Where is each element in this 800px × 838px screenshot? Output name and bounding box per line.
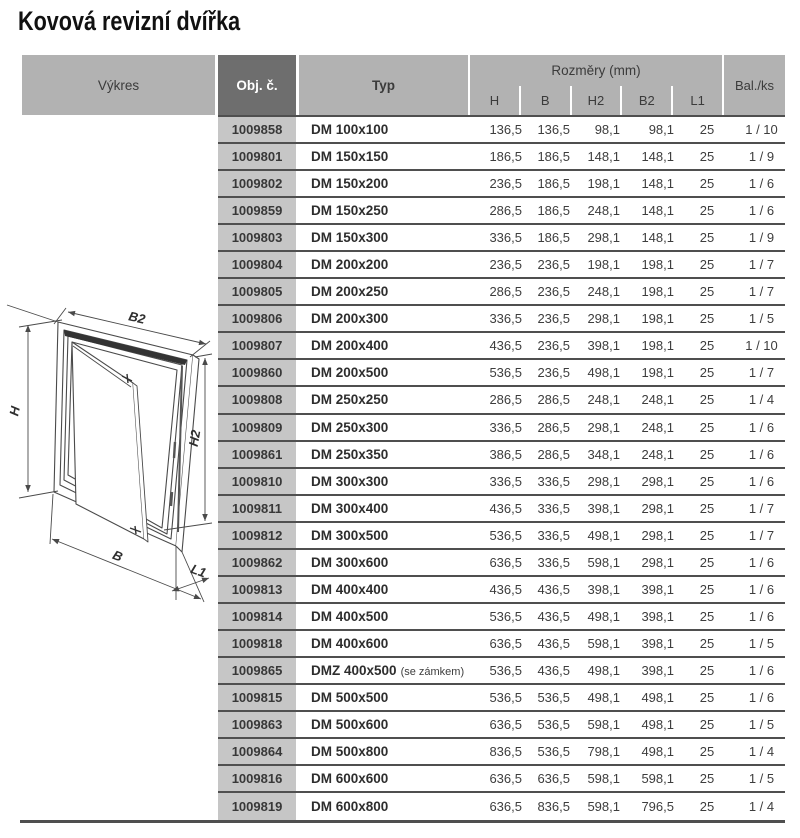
dim-l1-cell: 25	[699, 365, 715, 381]
dim-b-cell: 336,5	[537, 527, 570, 543]
packaging-cell: 1 / 6	[748, 473, 775, 489]
dim-h2-cell: 598,1	[587, 554, 620, 570]
dim-b2-cell: 248,1	[641, 392, 674, 408]
dim-l1-cell: 25	[699, 717, 715, 733]
dim-b-cell: 536,5	[537, 690, 570, 705]
order-number-cell: 1009802	[218, 171, 296, 196]
page-title: Kovová revizní dvířka	[18, 6, 241, 36]
type-cell	[299, 799, 470, 814]
type-name: DM 500x500	[311, 690, 389, 705]
type-cell	[299, 365, 470, 380]
type-cell	[299, 230, 470, 245]
type-cell	[299, 717, 470, 732]
dim-b2-cell: 298,1	[641, 527, 674, 543]
dim-h-cell: 436,5	[489, 338, 522, 354]
dim-h2-cell: 298,1	[587, 473, 620, 489]
type-name: DM 500x800	[311, 744, 389, 760]
type-cell	[299, 663, 470, 678]
dim-h-cell: 336,5	[489, 230, 522, 246]
dim-h-cell: 636,5	[489, 799, 522, 815]
dim-h-cell: 536,5	[489, 662, 522, 678]
dim-b2-cell: 398,1	[641, 608, 674, 624]
dim-h2-cell: 598,1	[587, 799, 620, 815]
dim-b2-cell: 198,1	[641, 257, 674, 273]
table-row	[218, 442, 785, 469]
order-number-cell: 1009811	[218, 496, 296, 521]
order-number-cell: 1009815	[218, 685, 296, 710]
table-bottom-rule	[20, 820, 785, 823]
table-row	[218, 387, 785, 414]
table-row	[218, 225, 785, 252]
dim-b2-cell: 398,1	[641, 662, 674, 678]
packaging-cell: 1 / 7	[748, 527, 775, 543]
table-row	[218, 415, 785, 442]
type-name: DM 200x300	[311, 311, 389, 327]
dim-h2-cell: 248,1	[587, 203, 620, 219]
type-name: DM 300x400	[311, 500, 389, 516]
door-frame-drawing	[7, 305, 199, 600]
dim-l1-cell: 25	[699, 581, 715, 597]
dim-h2-cell: 798,1	[587, 744, 620, 760]
type-cell	[299, 176, 470, 191]
order-number-cell: 1009809	[218, 415, 296, 440]
type-name: DM 200x250	[311, 284, 389, 300]
dim-l1-cell: 25	[699, 203, 715, 219]
packaging-cell: 1 / 4	[748, 799, 775, 815]
header-dimensions-group	[470, 55, 722, 115]
dim-b-cell: 236,5	[537, 257, 570, 273]
type-name: DM 300x600	[311, 554, 389, 570]
dim-b2-cell: 148,1	[641, 149, 674, 165]
order-number-cell: 1009858	[218, 117, 296, 142]
table-row	[218, 144, 785, 171]
dim-l1-cell: 25	[699, 608, 715, 624]
type-name: DM 600x600	[311, 771, 389, 787]
table-row	[218, 739, 785, 766]
dim-label-b2: B2	[127, 308, 147, 327]
dim-b2-cell: 148,1	[641, 176, 674, 192]
dim-b-cell: 186,5	[537, 176, 570, 192]
table-row	[218, 685, 785, 712]
type-name: DM 200x200	[311, 257, 389, 273]
dim-b2-cell: 298,1	[641, 554, 674, 570]
packaging-cell: 1 / 5	[748, 311, 775, 327]
type-cell	[299, 257, 470, 272]
type-cell	[299, 501, 470, 516]
dim-b-cell: 336,5	[537, 500, 570, 516]
type-cell	[299, 420, 470, 435]
dim-h2-cell: 148,1	[587, 149, 620, 165]
type-cell	[299, 474, 470, 489]
dim-h-cell: 186,5	[489, 149, 522, 165]
table-row	[218, 469, 785, 496]
dim-b2-cell: 148,1	[641, 203, 674, 219]
packaging-cell: 1 / 7	[748, 500, 775, 516]
dim-h-cell: 336,5	[489, 473, 522, 489]
order-number-cell: 1009816	[218, 766, 296, 791]
type-note: (se zámkem)	[400, 665, 465, 678]
dim-h2-cell: 298,1	[587, 230, 620, 246]
dim-b-cell: 186,5	[537, 230, 570, 246]
header-dim-h2: H2	[570, 86, 621, 115]
table-row	[218, 117, 785, 144]
type-name: DM 400x600	[311, 635, 389, 651]
type-cell	[299, 203, 470, 218]
packaging-cell: 1 / 4	[748, 392, 775, 408]
dim-h2-cell: 398,1	[587, 338, 620, 354]
order-number-cell: 1009807	[218, 333, 296, 358]
dim-h-cell: 336,5	[489, 419, 522, 435]
type-name: DM 200x500	[311, 365, 389, 381]
order-number-cell: 1009819	[218, 793, 296, 820]
order-number-cell: 1009812	[218, 523, 296, 548]
dim-l1-cell: 25	[699, 230, 715, 246]
header-type: Typ	[299, 55, 468, 115]
dim-h2-cell: 298,1	[587, 419, 620, 435]
type-name: DM 250x350	[311, 446, 389, 462]
table-row	[218, 631, 785, 658]
product-table-body	[218, 115, 785, 820]
dim-b-cell: 436,5	[537, 662, 570, 678]
dim-l1-cell: 25	[699, 635, 715, 651]
packaging-cell: 1 / 6	[748, 419, 775, 435]
table-row	[218, 333, 785, 360]
type-name: DM 500x600	[311, 717, 389, 733]
packaging-cell: 1 / 5	[748, 635, 775, 651]
dim-h-cell: 536,5	[489, 690, 522, 705]
dim-b-cell: 286,5	[537, 419, 570, 435]
type-cell	[299, 311, 470, 326]
dim-b2-cell: 298,1	[641, 473, 674, 489]
type-cell	[299, 690, 470, 705]
packaging-cell: 1 / 6	[748, 446, 775, 462]
type-cell	[299, 636, 470, 651]
dim-l1-cell: 25	[699, 500, 715, 516]
dim-l1-cell: 25	[699, 149, 715, 165]
dim-h-cell: 336,5	[489, 311, 522, 327]
dim-h-cell: 636,5	[489, 554, 522, 570]
dim-b-cell: 286,5	[537, 446, 570, 462]
packaging-cell: 1 / 7	[748, 257, 775, 273]
header-drawing-column: Výkres	[22, 55, 215, 115]
dim-l1-cell: 25	[699, 419, 715, 435]
dim-b-cell: 186,5	[537, 203, 570, 219]
dim-h2-cell: 498,1	[587, 527, 620, 543]
table-row	[218, 496, 785, 523]
packaging-cell: 1 / 6	[748, 176, 775, 192]
dim-h-cell: 286,5	[489, 203, 522, 219]
type-name: DM 250x300	[311, 419, 389, 435]
order-number-cell: 1009803	[218, 225, 296, 250]
order-number-cell: 1009810	[218, 469, 296, 494]
order-number-cell: 1009863	[218, 712, 296, 737]
type-name: DM 200x400	[311, 338, 389, 354]
type-cell	[299, 392, 470, 407]
dim-label-h2: H2	[185, 428, 204, 448]
dim-b-cell: 236,5	[537, 311, 570, 327]
dim-h2-cell: 598,1	[587, 771, 620, 787]
packaging-cell: 1 / 10	[745, 122, 778, 138]
dim-label-h: H	[6, 404, 23, 418]
dim-h2-cell: 498,1	[587, 365, 620, 381]
dim-b-cell: 236,5	[537, 365, 570, 381]
dim-h2-cell: 98,1	[594, 122, 620, 138]
type-cell	[299, 609, 470, 624]
order-number-cell: 1009861	[218, 442, 296, 467]
table-row	[218, 171, 785, 198]
order-number-cell: 1009805	[218, 279, 296, 304]
header-dim-h: H	[489, 93, 500, 108]
order-number-cell: 1009806	[218, 306, 296, 331]
order-number-cell: 1009814	[218, 604, 296, 629]
type-name: DM 250x250	[311, 392, 389, 408]
table-row	[218, 658, 785, 685]
type-name: DM 400x400	[311, 581, 389, 597]
dim-b-cell: 136,5	[537, 122, 570, 138]
dim-b-cell: 436,5	[537, 608, 570, 624]
table-row	[218, 306, 785, 333]
type-name: DMZ 400x500	[311, 662, 397, 678]
type-cell	[299, 744, 470, 759]
order-number-cell: 1009862	[218, 550, 296, 575]
dim-l1-cell: 25	[699, 338, 715, 354]
dim-l1-cell: 25	[699, 527, 715, 543]
packaging-cell: 1 / 6	[748, 203, 775, 219]
dim-h2-cell: 198,1	[587, 257, 620, 273]
packaging-cell: 1 / 6	[748, 608, 775, 624]
dim-h-cell: 836,5	[489, 744, 522, 760]
dim-b2-cell: 398,1	[641, 581, 674, 597]
packaging-cell: 1 / 6	[748, 662, 775, 678]
type-cell	[299, 582, 470, 597]
dim-h-cell: 636,5	[489, 717, 522, 733]
packaging-cell: 1 / 6	[748, 690, 775, 705]
dim-b-cell: 186,5	[537, 149, 570, 165]
dim-h2-cell: 348,1	[587, 446, 620, 462]
header-dim-l1: L1	[671, 86, 722, 115]
dim-h2-cell: 198,1	[587, 176, 620, 192]
dim-h2-cell: 598,1	[587, 635, 620, 651]
dim-h2-cell: 498,1	[587, 662, 620, 678]
header-dimension-subcolumns	[470, 86, 722, 115]
dim-h-cell: 536,5	[489, 365, 522, 381]
order-number-cell: 1009865	[218, 658, 296, 683]
dim-b2-cell: 298,1	[641, 500, 674, 516]
dim-b-cell: 536,5	[537, 717, 570, 733]
type-cell	[299, 771, 470, 786]
order-number-cell: 1009813	[218, 577, 296, 602]
table-row	[218, 279, 785, 306]
technical-drawing	[6, 282, 218, 612]
packaging-cell: 1 / 10	[745, 338, 778, 354]
type-cell	[299, 122, 470, 137]
dim-h-cell: 636,5	[489, 635, 522, 651]
table-row	[218, 604, 785, 631]
type-cell	[299, 447, 470, 462]
dim-l1-cell: 25	[699, 662, 715, 678]
table-row	[218, 198, 785, 225]
dim-l1-cell: 25	[699, 799, 715, 815]
order-number-cell: 1009801	[218, 144, 296, 169]
type-cell	[299, 338, 470, 353]
dim-h2-cell: 248,1	[587, 284, 620, 300]
dim-h2-cell: 248,1	[587, 392, 620, 408]
type-name: DM 100x100	[311, 122, 389, 138]
header-dim-b2: B2	[620, 86, 671, 115]
packaging-cell: 1 / 9	[748, 149, 775, 165]
table-row	[218, 577, 785, 604]
dim-b2-cell: 598,1	[641, 771, 674, 787]
dim-b2-cell: 198,1	[641, 338, 674, 354]
dim-l1-cell: 25	[699, 446, 715, 462]
dim-h-cell: 536,5	[489, 608, 522, 624]
dim-l1-cell: 25	[699, 473, 715, 489]
dim-b2-cell: 248,1	[641, 419, 674, 435]
dim-h2-cell: 598,1	[587, 717, 620, 733]
dim-label-l1: L1	[188, 561, 209, 581]
dim-b-cell: 236,5	[537, 338, 570, 354]
packaging-cell: 1 / 7	[748, 284, 775, 300]
type-name: DM 300x500	[311, 527, 389, 543]
order-number-cell: 1009864	[218, 739, 296, 764]
dim-b2-cell: 198,1	[641, 311, 674, 327]
dim-h-cell: 636,5	[489, 771, 522, 787]
type-cell	[299, 555, 470, 570]
dim-h-cell: 236,5	[489, 176, 522, 192]
packaging-cell: 1 / 5	[748, 771, 775, 787]
dim-label-b: B	[110, 547, 125, 565]
type-name: DM 150x300	[311, 230, 389, 246]
type-name: DM 600x800	[311, 799, 389, 815]
dim-l1-cell: 25	[699, 311, 715, 327]
dim-l1-cell: 25	[699, 122, 715, 138]
table-row	[218, 360, 785, 387]
table-row	[218, 793, 785, 820]
header-packaging: Bal./ks	[724, 55, 785, 115]
header-order-number: Obj. č.	[218, 55, 296, 115]
packaging-cell: 1 / 6	[748, 554, 775, 570]
dim-l1-cell: 25	[699, 392, 715, 408]
dim-h2-cell: 498,1	[587, 608, 620, 624]
dim-h2-cell: 398,1	[587, 500, 620, 516]
dim-b-cell: 436,5	[537, 635, 570, 651]
dim-l1-cell: 25	[699, 744, 715, 760]
packaging-cell: 1 / 9	[748, 230, 775, 246]
dim-h-cell: 136,5	[489, 122, 522, 138]
header-dim-b: B	[519, 86, 570, 115]
type-name: DM 400x500	[311, 608, 389, 624]
dim-b2-cell: 148,1	[641, 230, 674, 246]
type-name: DM 150x250	[311, 203, 389, 219]
dim-l1-cell: 25	[699, 771, 715, 787]
dim-l1-cell: 25	[699, 257, 715, 273]
table-row	[218, 252, 785, 279]
table-row	[218, 550, 785, 577]
order-number-cell: 1009808	[218, 387, 296, 412]
dim-h2-cell: 398,1	[587, 581, 620, 597]
dim-b2-cell: 198,1	[641, 365, 674, 381]
dim-b-cell: 286,5	[537, 392, 570, 408]
order-number-cell: 1009859	[218, 198, 296, 223]
dim-b2-cell: 796,5	[641, 799, 674, 815]
type-name: DM 300x300	[311, 473, 389, 489]
type-cell	[299, 284, 470, 299]
dim-b2-cell: 98,1	[648, 122, 674, 138]
packaging-cell: 1 / 5	[748, 717, 775, 733]
dim-b-cell: 636,5	[537, 771, 570, 787]
packaging-cell: 1 / 6	[748, 581, 775, 597]
packaging-cell: 1 / 7	[748, 365, 775, 381]
table-row	[218, 712, 785, 739]
header-dimensions-label: Rozměry (mm)	[551, 63, 641, 78]
dim-l1-cell: 25	[699, 690, 715, 705]
dim-h-cell: 286,5	[489, 284, 522, 300]
dim-b2-cell: 248,1	[641, 446, 674, 462]
dim-b-cell: 836,5	[537, 799, 570, 815]
order-number-cell: 1009860	[218, 360, 296, 385]
dim-l1-cell: 25	[699, 554, 715, 570]
dim-b-cell: 436,5	[537, 581, 570, 597]
dim-b2-cell: 198,1	[641, 284, 674, 300]
dim-h2-cell: 498,1	[587, 690, 620, 705]
dim-h-cell: 436,5	[489, 500, 522, 516]
dim-b-cell: 336,5	[537, 473, 570, 489]
table-row	[218, 766, 785, 793]
dim-b-cell: 236,5	[537, 284, 570, 300]
dim-h-cell: 386,5	[489, 446, 522, 462]
dim-l1-cell: 25	[699, 284, 715, 300]
dim-b2-cell: 498,1	[641, 744, 674, 760]
dim-h-cell: 286,5	[489, 392, 522, 408]
order-number-cell: 1009804	[218, 252, 296, 277]
type-cell	[299, 528, 470, 543]
dim-h2-cell: 298,1	[587, 311, 620, 327]
dim-b-cell: 536,5	[537, 744, 570, 760]
dim-h-cell: 536,5	[489, 527, 522, 543]
dim-h-cell: 236,5	[489, 257, 522, 273]
table-row	[218, 523, 785, 550]
packaging-cell: 1 / 4	[748, 744, 775, 760]
dim-b2-cell: 498,1	[641, 690, 674, 705]
dim-b2-cell: 498,1	[641, 717, 674, 733]
type-name: DM 150x200	[311, 176, 389, 192]
order-number-cell: 1009818	[218, 631, 296, 656]
dim-h-cell: 436,5	[489, 581, 522, 597]
dim-b2-cell: 398,1	[641, 635, 674, 651]
dim-b-cell: 336,5	[537, 554, 570, 570]
type-cell	[299, 149, 470, 164]
type-name: DM 150x150	[311, 149, 389, 165]
dim-l1-cell: 25	[699, 176, 715, 192]
